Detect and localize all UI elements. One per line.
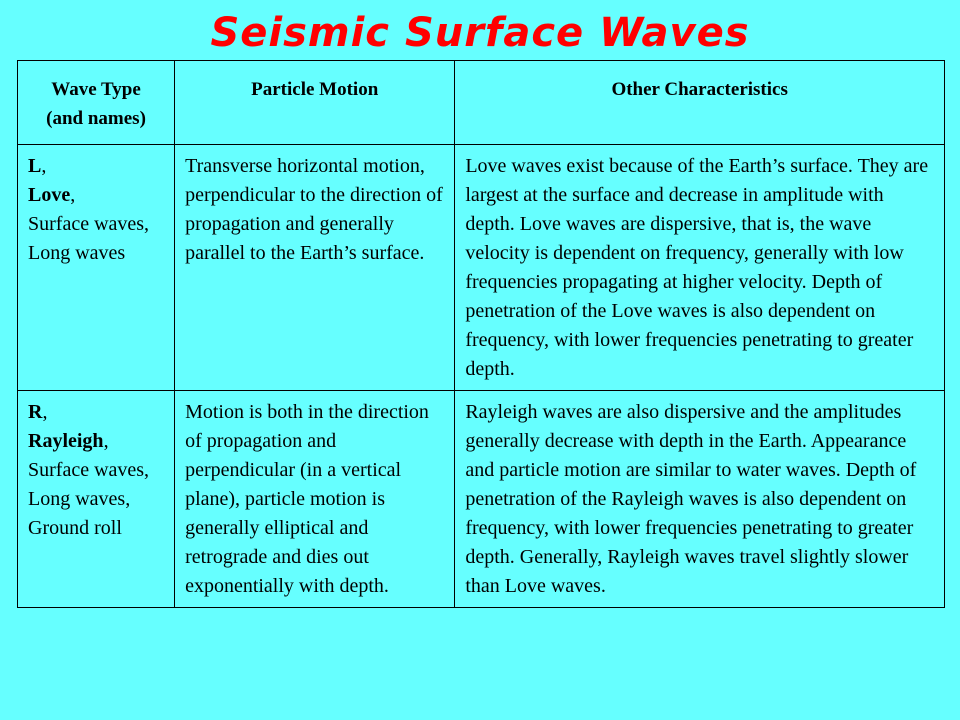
table-header-row <box>18 61 945 145</box>
cell-other-rayleigh: Rayleigh waves are also dispersive and the amplitudes generally decrease with depth in the Earth. Appearance and particle motion are similar to water waves. Depth of penetration of the Rayleigh waves is also dependent on frequency, with lower frequencies penetrating to greater depth. Generally, Rayleigh waves travel slightly slower than Love waves. <box>455 391 945 608</box>
header-wave-type-label: Wave Type <box>51 79 141 100</box>
wave-abbr-rayleigh: R <box>28 401 43 423</box>
header-wave-type <box>18 61 175 145</box>
table-row-rayleigh <box>18 391 945 608</box>
wave-name-rayleigh: Rayleigh <box>28 430 104 452</box>
cell-wave-type-love: L, Love, Surface waves, Long waves <box>18 145 175 391</box>
wave-aliases-rayleigh: Surface waves, Long waves, <box>28 459 150 510</box>
wave-name-love: Love <box>28 184 71 206</box>
header-particle-motion: Particle Motion <box>175 61 455 145</box>
wave-aliases-love: Surface waves, Long waves <box>28 213 150 264</box>
header-other-characteristics: Other Characteristics <box>455 61 945 145</box>
table-row-love <box>18 145 945 391</box>
cell-particle-motion-love: Transverse horizontal motion, perpendicular to the direction of propagation and generally parallel to the Earth’s surface. <box>175 145 455 391</box>
header-wave-type-sub: (and names) <box>46 108 146 129</box>
wave-aliases-rayleigh-2: Ground roll <box>28 517 122 539</box>
surface-waves-table <box>17 60 945 608</box>
cell-particle-motion-rayleigh: Motion is both in the direction of propagation and perpendicular (in a vertical plane), particle motion is generally elliptical and retrograde and dies out exponentially with depth. <box>175 391 455 608</box>
slide-title: Seismic Surface Waves <box>210 10 750 56</box>
cell-wave-type-rayleigh: R, Rayleigh, Surface waves, Long waves, Ground roll <box>18 391 175 608</box>
cell-other-love: Love waves exist because of the Earth’s surface. They are largest at the surface and decrease in amplitude with depth. Love waves are dispersive, that is, the wave velocity is dependent on frequency, generally with low frequencies propagating at higher velocity. Depth of penetration of the Love waves is also dependent on frequency, with lower frequencies penetrating to greater depth. <box>455 145 945 391</box>
wave-abbr-love: L <box>28 155 42 177</box>
